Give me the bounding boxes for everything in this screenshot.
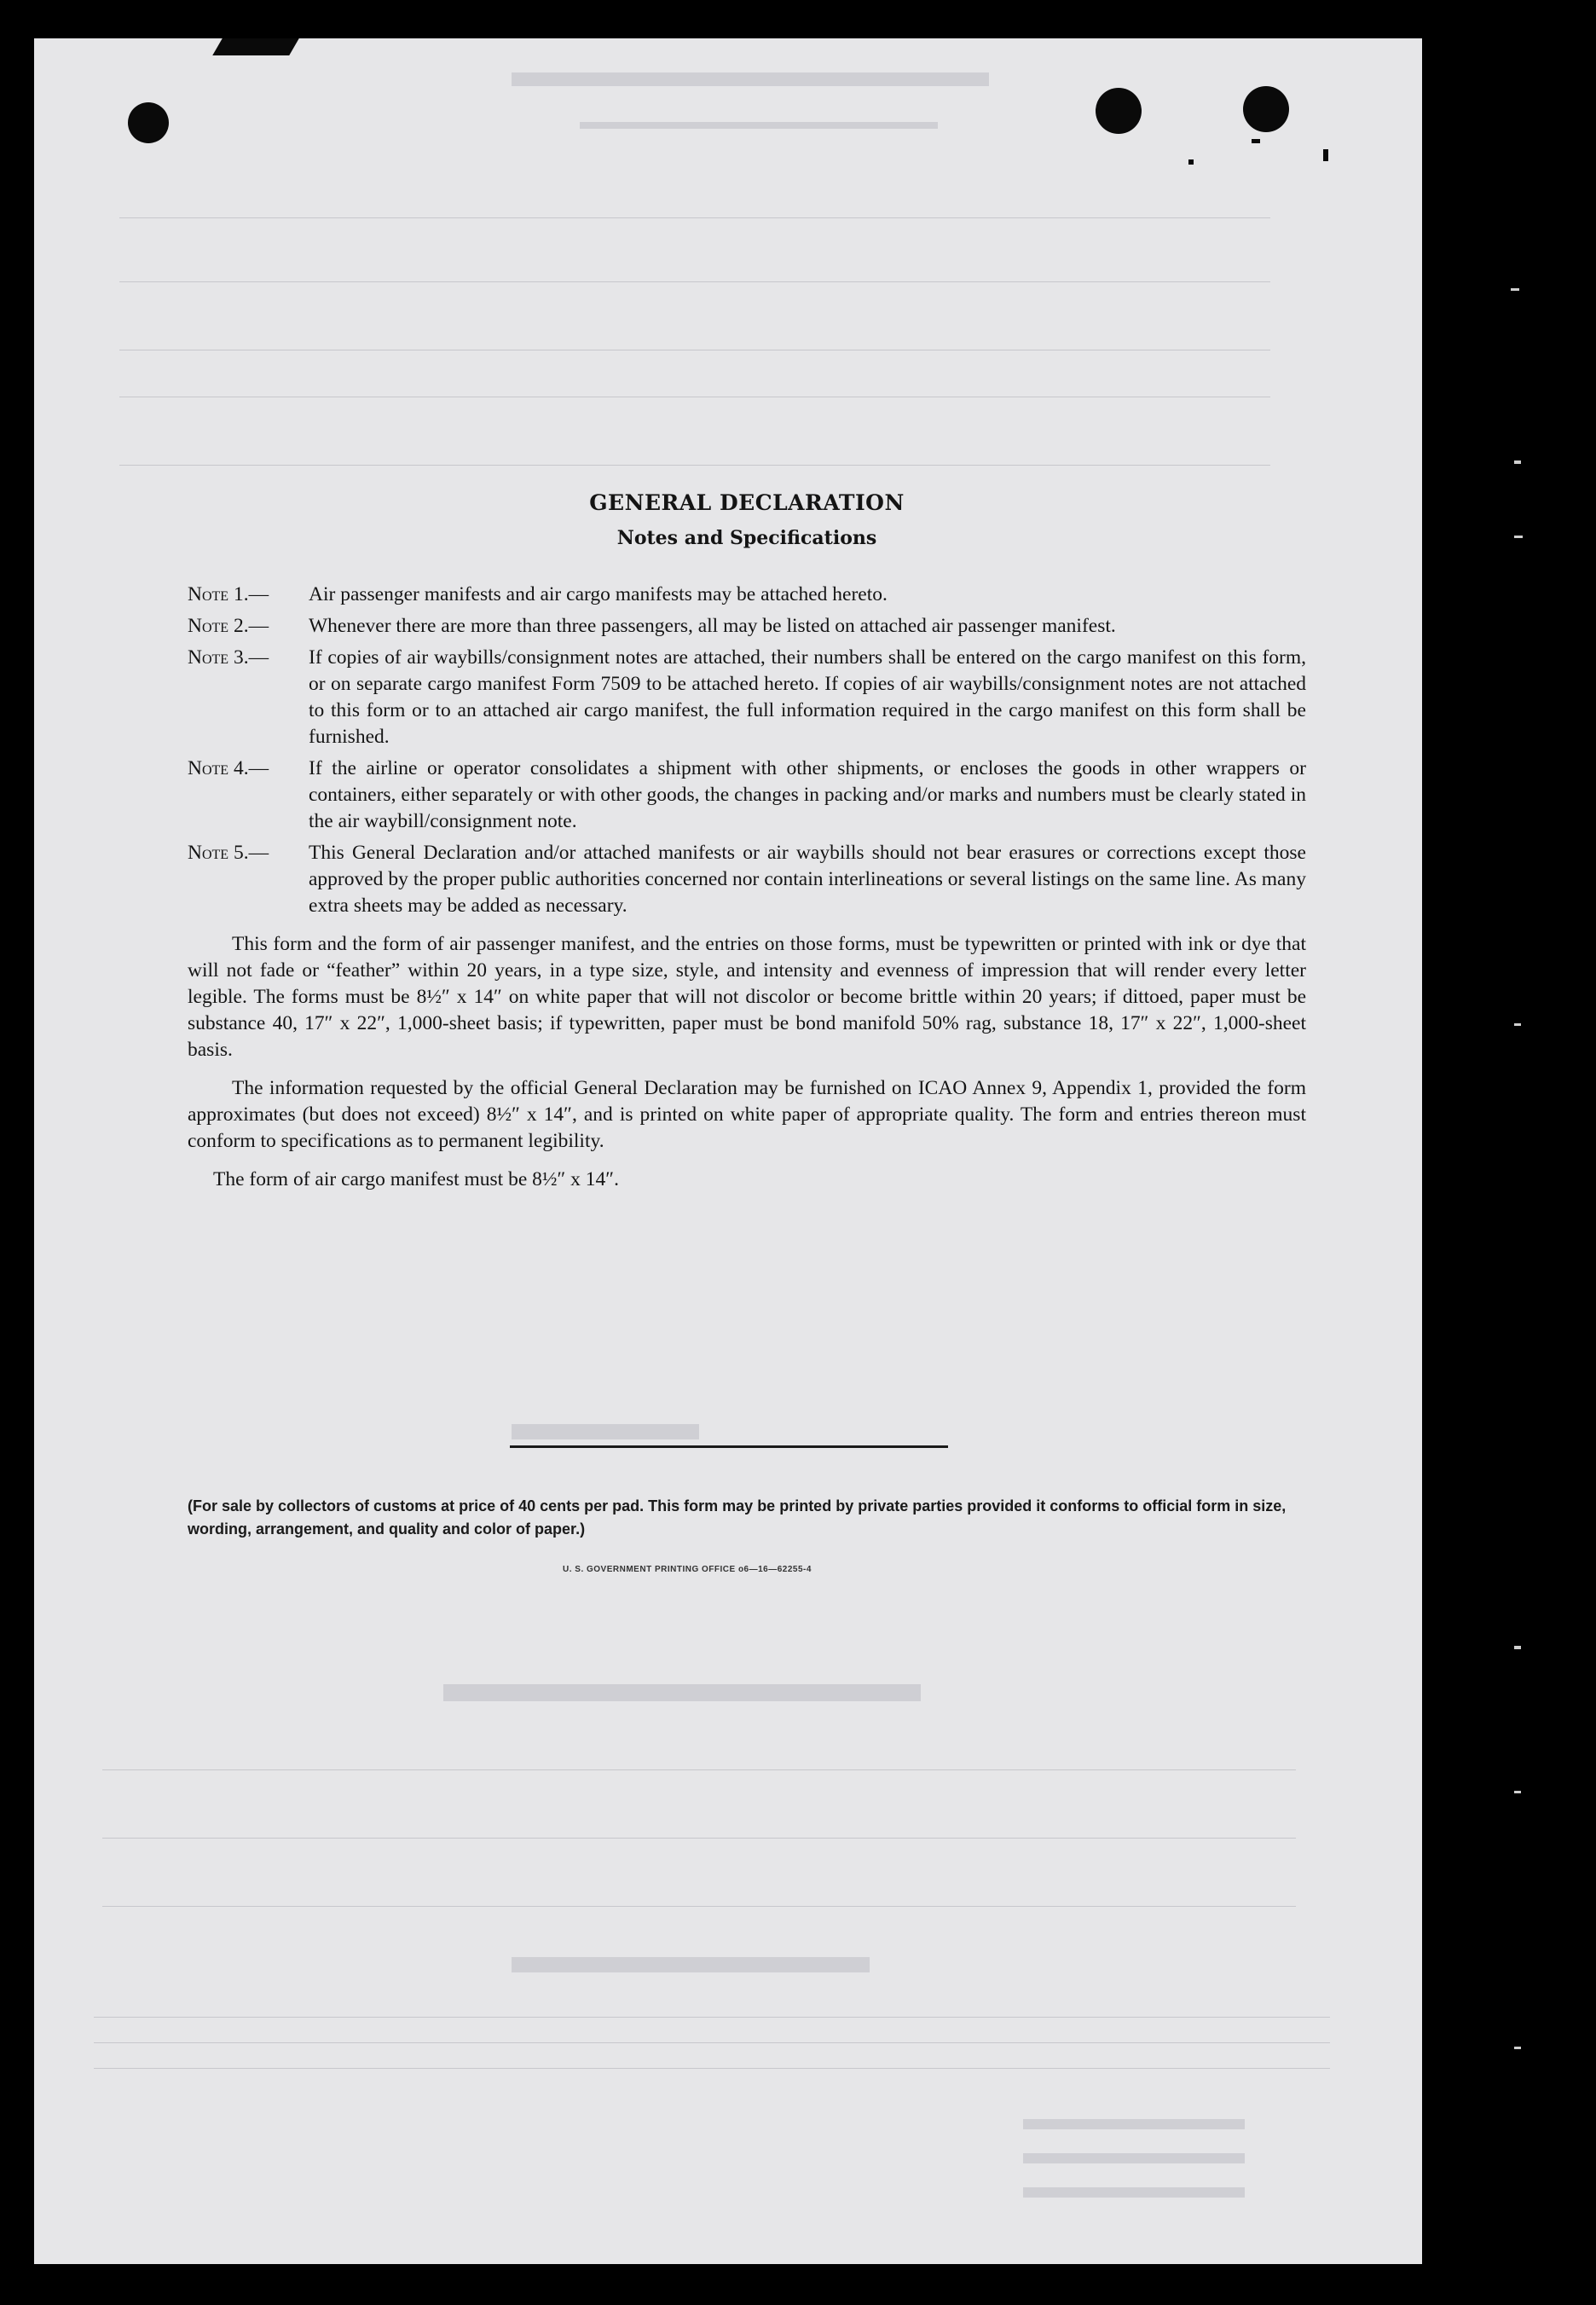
note-label: Note 5.— — [188, 842, 269, 864]
bleed-through-line — [94, 2042, 1330, 2043]
note-text: If the airline or operator consolidates a shipment with other shipments, or encloses the goods in other wrappers or containers, either separately or with other goods, the changes in packing and/or marks and numbers must be clearly stated in the air waybill/consignment note. — [309, 757, 1306, 832]
edge-mark — [1514, 1646, 1521, 1649]
bleed-through-line — [94, 2068, 1330, 2069]
printing-office-line: U. S. GOVERNMENT PRINTING OFFICE o6—16—62255-4 — [563, 1565, 812, 1574]
edge-mark — [1511, 288, 1519, 291]
bleed-through-line — [102, 1769, 1296, 1770]
paragraph-cargo-size: The form of air cargo manifest must be 8½″ x 14″. — [213, 1168, 619, 1190]
page-subtitle: Notes and Specifications — [616, 527, 877, 549]
edge-mark — [1514, 460, 1521, 464]
bleed-through-line — [119, 465, 1270, 466]
paragraph-legibility: This form and the form of air passenger manifest, and the entries on those forms, must be typewritten or printed with ink or dye that will not fade or “feather” within 20 years, in a type size, style, and intensity and evenness of impression that will render every letter legible. The forms must be 8½″ x 14″ on white paper that will not discolor or become brittle within 20 years; if dittoed, paper must be substance 40, 17″ x 22″, 1,000-sheet basis; if typewritten, paper must be bond manifold 50% rag, substance 18, 17″ x 22″, 1,000-sheet basis. — [188, 933, 1306, 1061]
bleed-through-line — [102, 1838, 1296, 1839]
bleed-through-line — [119, 217, 1270, 218]
sale-notice: (For sale by collectors of customs at price of 40 cents per pad. This form may be printed by private parties provided it conforms to official form in size, wording, arrangement, and quality and color of paper.) — [188, 1497, 1287, 1538]
note-label: Note 3.— — [188, 646, 269, 669]
punch-hole-right-1 — [1096, 88, 1142, 134]
note-label: Note 4.— — [188, 757, 269, 779]
speck — [1323, 149, 1328, 161]
document-page — [34, 38, 1422, 2264]
bleed-through-block — [1023, 2153, 1245, 2163]
note-text: Air passenger manifests and air cargo manifests may be attached hereto. — [309, 583, 888, 605]
bleed-through-block — [1023, 2187, 1245, 2198]
bleed-through-block — [443, 1684, 921, 1701]
note-5 — [188, 840, 1306, 919]
bleed-through-block — [512, 1424, 699, 1439]
page-title: GENERAL DECLARATION — [589, 490, 905, 515]
punch-hole-right-2 — [1243, 86, 1289, 132]
note-label: Note 1.— — [188, 583, 269, 605]
notes-section — [188, 490, 1306, 1193]
bleed-through-block — [512, 1957, 870, 1972]
note-label: Note 2.— — [188, 615, 269, 637]
note-1 — [188, 582, 1306, 608]
top-tear — [212, 38, 299, 55]
speck — [1188, 159, 1194, 165]
notes-list — [188, 582, 1306, 919]
bleed-through-line — [94, 2017, 1330, 2018]
note-text: If copies of air waybills/consignment notes are attached, their numbers shall be entered on the cargo manifest on this form, or on separate cargo manifest Form 7509 to be attached hereto. If copies of air waybills/consignment notes are not attached to this form or to an attached air cargo manifest, the full information required in the cargo manifest on this form shall be furnished. — [309, 646, 1306, 748]
note-text: Whenever there are more than three passengers, all may be listed on attached air passenger manifest. — [309, 615, 1116, 637]
note-text: This General Declaration and/or attached manifests or air waybills should not bear erasures or corrections except those approved by the proper public authorities concerned nor contain interlineations or several listings on the same line. As many extra sheets may be added as necessary. — [309, 842, 1306, 917]
edge-mark — [1514, 536, 1523, 538]
note-4 — [188, 756, 1306, 835]
speck — [1252, 139, 1260, 143]
bleed-through-line — [119, 281, 1270, 282]
bleed-through-line — [102, 1906, 1296, 1907]
paragraph-icao: The information requested by the official General Declaration may be furnished on ICAO Annex 9, Appendix 1, provided the form approximates (but does not exceed) 8½″ x 14″, and is printed on white paper of appropriate quality. The form and entries thereon must conform to specifications as to permanent legibility. — [188, 1077, 1306, 1152]
note-2 — [188, 613, 1306, 640]
note-3 — [188, 645, 1306, 750]
divider-rule — [510, 1445, 948, 1448]
bleed-through-heading — [512, 72, 989, 86]
edge-mark — [1514, 1023, 1521, 1026]
edge-mark — [1514, 1791, 1521, 1793]
edge-mark — [1514, 2047, 1521, 2049]
punch-hole-left — [128, 102, 169, 143]
bleed-through-block — [1023, 2119, 1245, 2129]
bleed-through-subheading — [580, 122, 938, 129]
